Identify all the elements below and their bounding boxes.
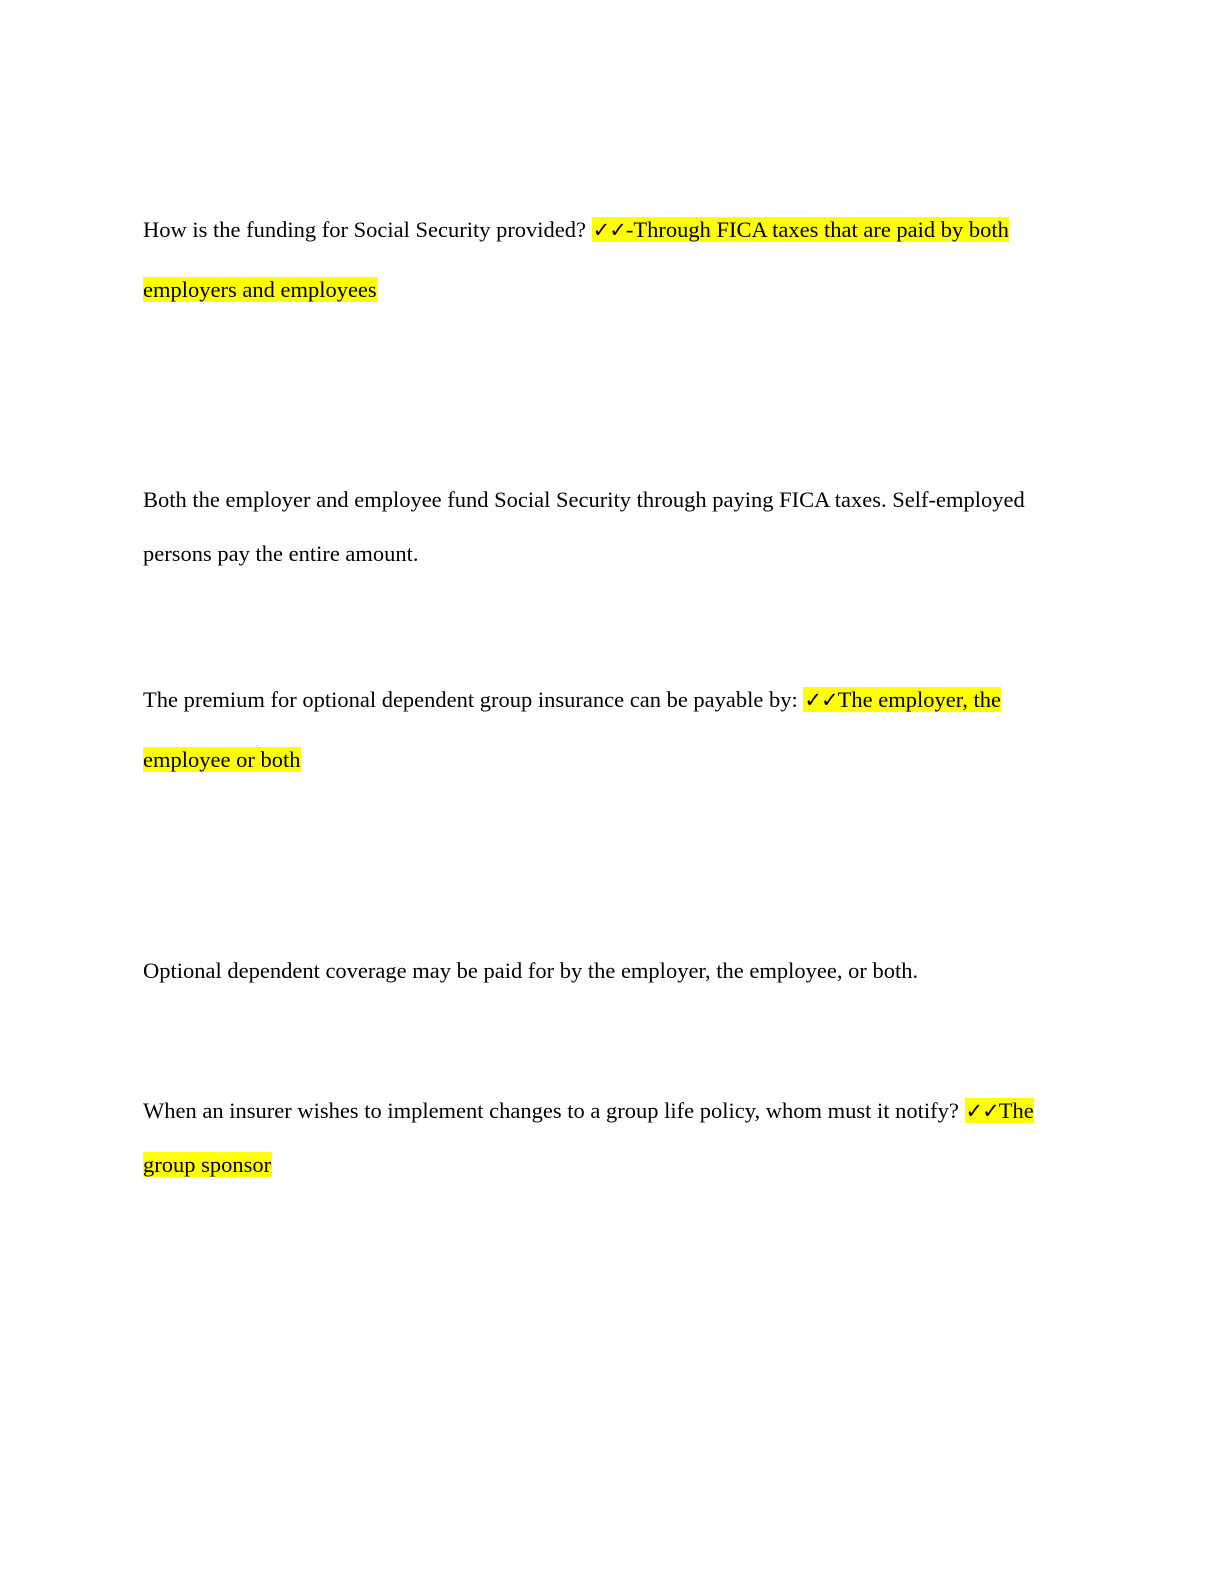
double-check-icon: ✓✓ [965,1099,999,1123]
question-1 [143,200,1083,320]
answer-text: The employer, the employee or both [143,687,1002,772]
answer-text: -Through FICA taxes that are paid by both employers and employees [143,217,1009,302]
explanation-1: Both the employer and employee fund Social Security through paying FICA taxes. Self-employed persons pay the entire amount. [143,487,1025,566]
question-text: When an insurer wishes to implement changes to a group life policy, whom must it notify? [143,1098,965,1123]
explanation-2: Optional dependent coverage may be paid for by the employer, the employee, or both. [143,958,919,983]
question-text: How is the funding for Social Security provided? [143,217,592,242]
answer-text: The group sponsor [143,1098,1034,1177]
question-2 [143,670,1083,790]
question-3 [143,1084,1083,1192]
double-check-icon: ✓✓ [804,688,838,712]
double-check-icon: ✓✓ [592,218,626,242]
question-text: The premium for optional dependent group insurance can be payable by: [143,687,804,712]
